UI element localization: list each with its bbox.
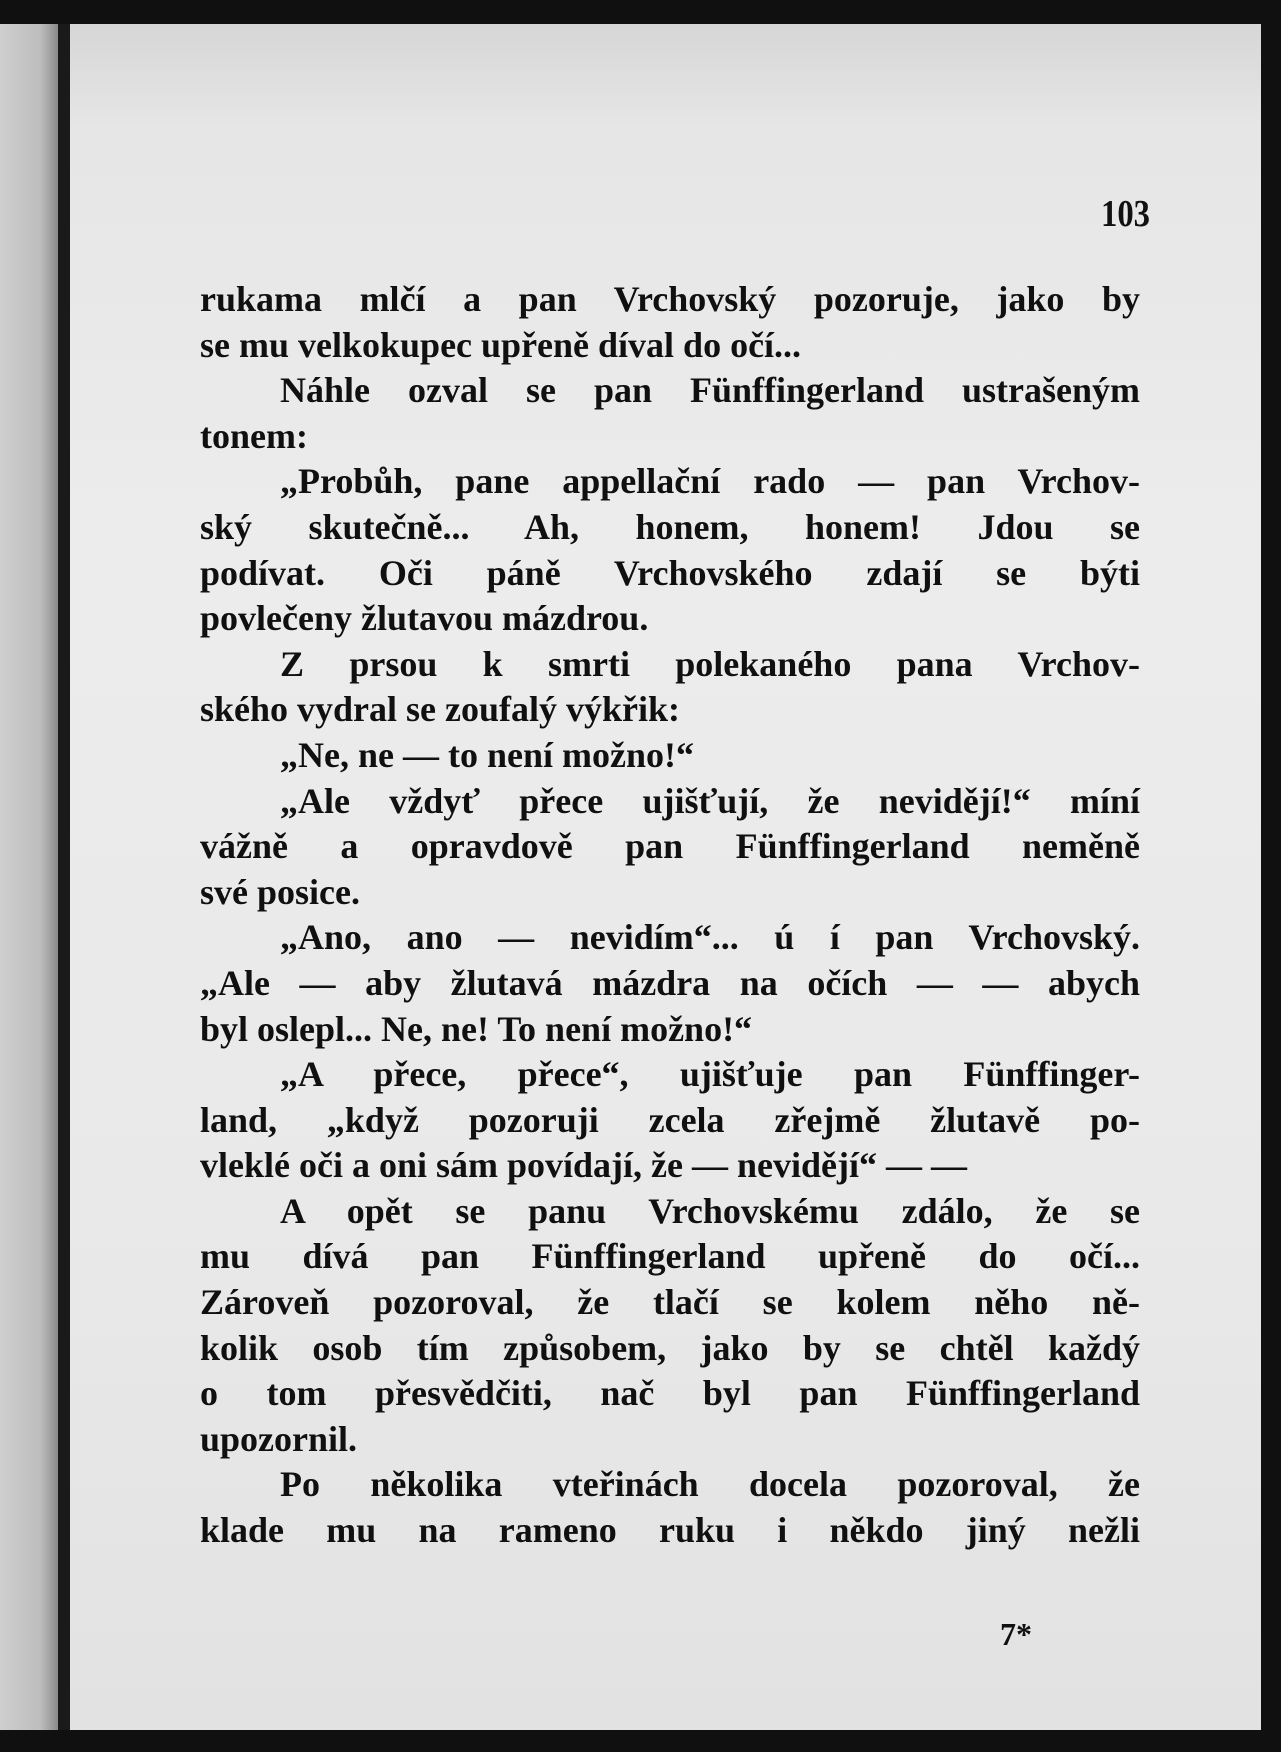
text-line: tonem: — [200, 415, 308, 456]
facing-page-edge — [0, 24, 58, 1730]
text-line: povlečeny žlutavou mázdrou. — [200, 598, 649, 639]
text-line: „Ne, ne — to není možno!“ — [280, 734, 694, 775]
text-line: „Ale vždyť přece ujišťují, že nevidějí!“ míní — [280, 780, 1140, 821]
text-line: klade mu na rameno ruku i někdo jiný nežli — [200, 1510, 1140, 1551]
text-line: Zároveň pozoroval, že tlačí se kolem něho ně- — [200, 1282, 1140, 1323]
text-line: „Probůh, pane appellační rado — pan Vrchov- — [280, 461, 1140, 502]
scan-bottom-border — [0, 1730, 1281, 1752]
text-line: vážně a opravdově pan Fünffingerland neměně — [200, 826, 1140, 867]
book-page — [70, 24, 1261, 1730]
text-line: své posice. — [200, 871, 360, 912]
text-line: Náhle ozval se pan Fünffingerland ustrašeným — [280, 370, 1140, 411]
text-line: mu dívá pan Fünffingerland upřeně do očí... — [200, 1236, 1140, 1277]
text-line: „Ale — aby žlutavá mázdra na očích — — abych — [200, 962, 1140, 1003]
text-line: Z prsou k smrti polekaného pana Vrchov- — [280, 643, 1140, 684]
text-line: Po několika vteřinách docela pozoroval, že — [280, 1464, 1140, 1505]
text-line: podívat. Oči páně Vrchovského zdají se býti — [200, 552, 1140, 593]
text-line: A opět se panu Vrchovskému zdálo, že se — [280, 1190, 1140, 1231]
scan-right-border — [1261, 0, 1281, 1752]
printer-signature-mark: 7* — [1000, 1616, 1032, 1652]
text-line: byl oslepl... Ne, ne! To není možno!“ — [200, 1008, 753, 1049]
text-line: ský skutečně... Ah, honem, honem! Jdou se — [200, 506, 1140, 547]
text-line: se mu velkokupec upřeně díval do očí... — [200, 324, 802, 365]
text-line: ského vydral se zoufalý výkřik: — [200, 689, 681, 730]
text-line: o tom přesvědčiti, nač byl pan Fünffingerland — [200, 1373, 1140, 1414]
text-line: land, „když pozoruji zcela zřejmě žlutavě po- — [200, 1099, 1140, 1140]
page-number: 103 — [1100, 193, 1150, 235]
book-spine-shadow — [58, 24, 70, 1730]
text-line: vleklé oči a oni sám povídají, že — nevidějí“ — — — [200, 1145, 967, 1186]
scan-top-border — [0, 0, 1281, 24]
body-text — [200, 277, 1140, 1554]
text-line: rukama mlčí a pan Vrchovský pozoruje, jako by — [200, 279, 1140, 319]
text-line: „Ano, ano — nevidím“... ú í pan Vrchovský. — [280, 917, 1140, 958]
text-line: „A přece, přece“, ujišťuje pan Fünffinger- — [280, 1054, 1140, 1095]
text-line: kolik osob tím způsobem, jako by se chtěl každý — [200, 1327, 1140, 1368]
text-line: upozornil. — [200, 1418, 358, 1459]
